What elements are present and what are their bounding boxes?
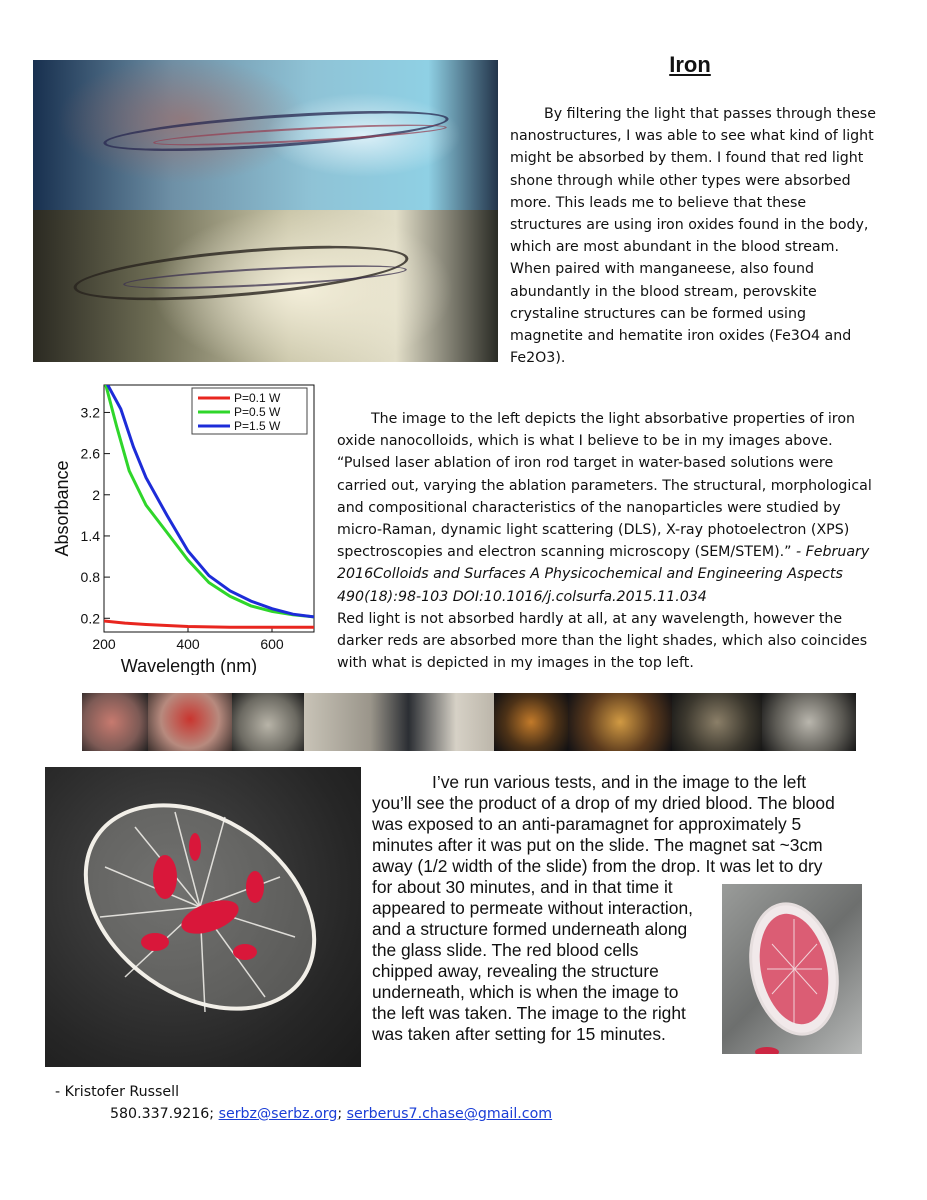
strip-photo: [762, 693, 856, 751]
citation: - February 2016Colloids and Surfaces A Physicochemical and Engineering Aspects 490(18):98-103 DOI:10.1016/j.colsurfa.2015.11.034: [337, 544, 870, 605]
blood-line: was exposed to an anti-paramagnet for approximately 5: [372, 814, 802, 834]
blood-line: the left was taken. The image to the right: [372, 1003, 686, 1023]
page-title: Iron: [669, 52, 711, 77]
strip-photo: [568, 693, 672, 751]
blood-drop-15min-photo: [722, 884, 862, 1054]
photo-strip: [82, 693, 856, 751]
email-link-2[interactable]: serberus7.chase@gmail.com: [346, 1106, 553, 1122]
x-axis-label: Wavelength (nm): [120, 656, 258, 675]
strip-photo: [232, 693, 304, 751]
series-line: [104, 621, 314, 627]
author-name: - Kristofer Russell: [55, 1084, 180, 1100]
y-tick-label: 2: [92, 486, 100, 503]
blood-line: and a structure formed underneath along: [372, 919, 688, 939]
email-link-1[interactable]: serbz@serbz.org: [218, 1106, 338, 1122]
microscope-photo-top: [33, 60, 498, 210]
legend-label: P=0.5 W: [234, 405, 281, 419]
chart-description: [337, 408, 877, 674]
strip-photo: [148, 693, 232, 751]
blood-line: was taken after setting for 15 minutes.: [372, 1024, 666, 1044]
blood-line: I’ve run various tests, and in the image to the left: [432, 772, 807, 792]
contact-separator: ;: [337, 1106, 347, 1122]
blood-line: for about 30 minutes, and in that time it: [372, 877, 673, 897]
y-tick-label: 2.6: [80, 445, 100, 462]
legend-label: P=1.5 W: [234, 419, 281, 433]
blood-line: appeared to permeate without interaction,: [372, 898, 693, 918]
blood-line: minutes after it was put on the slide. The magnet sat ~3cm: [372, 835, 823, 855]
y-tick-label: 3.2: [80, 404, 100, 421]
strip-photo: [82, 693, 148, 751]
dried-blood-photo: [45, 767, 361, 1067]
strip-photo: [494, 693, 568, 751]
y-axis-label: Absorbance: [52, 460, 72, 557]
y-tick-label: 0.2: [80, 610, 100, 627]
chart-para-2: Red light is not absorbed hardly at all, at any wavelength, however the darker reds are absorbed more than the light shades, which also coincides with what is depicted in my images in the top left.: [337, 610, 868, 672]
strip-photo: [304, 693, 494, 751]
strip-photo: [672, 693, 762, 751]
blood-line: away (1/2 width of the slide) from the drop. It was let to dry: [372, 856, 823, 876]
intro-paragraph: By filtering the light that passes through these nanostructures, I was able to see what kind of light might be absorbed by them. I found that red light shone through while other types were absorbed more. This leads me to believe that these structures are using iron oxides found in the body, which are most abundant in the blood stream. When paired with manganeese, also found abundantly in the blood stream, perovskite crystaline structures can be formed using magnetite and hematite iron oxides (Fe3O4 and Fe2O3).: [510, 106, 876, 367]
microscope-photo-bottom: [33, 210, 498, 362]
blood-line: you’ll see the product of a drop of my dried blood. The blood: [372, 793, 835, 813]
x-tick-label: 600: [260, 636, 284, 652]
chart-quote: “Pulsed laser ablation of iron rod target in water-based solutions were carried out, varying the ablation parameters. The structural, morphological and compositional characteristics of the nanoparticles were studied by micro-Raman, dynamic light scattering (DLS), X-ray photoelectron (XPS) spectroscopies and electron scanning microscopy (SEM/STEM).” - February 2016Colloids and Surfaces A Physicochemical and Engineering Aspects 490(18):98-103 DOI:10.1016/j.colsurfa.2015.11.034: [337, 455, 872, 605]
absorbance-chart: [52, 380, 322, 675]
blood-line: underneath, which is when the image to: [372, 982, 679, 1002]
blood-line: chipped away, revealing the structure: [372, 961, 659, 981]
phone-number: 580.337.9216;: [110, 1106, 219, 1122]
x-tick-label: 400: [176, 636, 200, 652]
chart-para-1: The image to the left depicts the light absorbative properties of iron oxide nanocolloids, which is what I believe to be in my images above.: [337, 411, 855, 450]
author-contact: [110, 1106, 552, 1122]
y-tick-label: 0.8: [80, 569, 100, 586]
x-tick-label: 200: [92, 636, 116, 652]
blood-line: the glass slide. The red blood cells: [372, 940, 639, 960]
y-tick-label: 1.4: [80, 527, 100, 544]
legend-label: P=0.1 W: [234, 391, 281, 405]
